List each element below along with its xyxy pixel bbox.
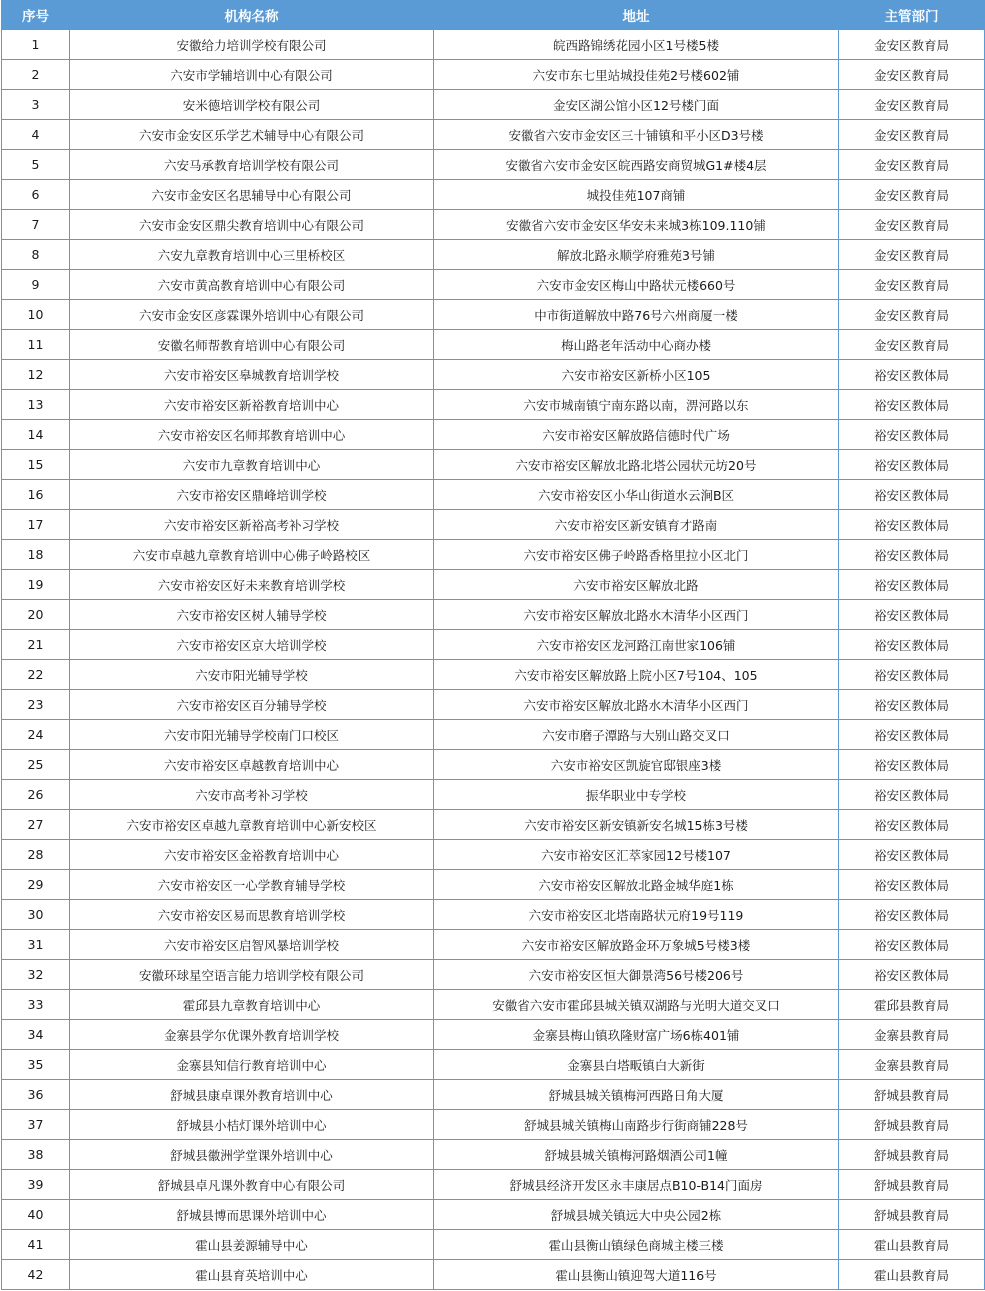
- address-cell: 六安市裕安区佛子岭路香格里拉小区北门: [434, 540, 839, 570]
- table-row: [2, 600, 985, 630]
- row-index-cell: 41: [2, 1230, 70, 1260]
- table-row: [2, 360, 985, 390]
- institution-name-cell: 六安市裕安区百分辅导学校: [70, 690, 434, 720]
- institution-name-cell: 舒城县徽洲学堂课外培训中心: [70, 1140, 434, 1170]
- address-cell: 六安市裕安区汇萃家园12号楼107: [434, 840, 839, 870]
- address-cell: 六安市裕安区解放北路: [434, 570, 839, 600]
- row-index-cell: 31: [2, 930, 70, 960]
- table-row: [2, 540, 985, 570]
- department-cell: 裕安区教体局: [839, 420, 985, 450]
- address-cell: 舒城县城关镇梅河路烟酒公司1幢: [434, 1140, 839, 1170]
- address-cell: 安徽省六安市金安区三十铺镇和平小区D3号楼: [434, 120, 839, 150]
- department-cell: 裕安区教体局: [839, 600, 985, 630]
- department-cell: 金安区教育局: [839, 120, 985, 150]
- institution-name-cell: 舒城县博而思课外培训中心: [70, 1200, 434, 1230]
- row-index-cell: 32: [2, 960, 70, 990]
- table-row: [2, 1230, 985, 1260]
- department-cell: 金安区教育局: [839, 240, 985, 270]
- institution-name-cell: 六安市裕安区启智风暴培训学校: [70, 930, 434, 960]
- table-row: [2, 930, 985, 960]
- table-row: [2, 720, 985, 750]
- institution-name-cell: 安徽名师帮教育培训中心有限公司: [70, 330, 434, 360]
- row-index-cell: 2: [2, 60, 70, 90]
- department-cell: 裕安区教体局: [839, 900, 985, 930]
- table-row: [2, 240, 985, 270]
- department-cell: 金安区教育局: [839, 30, 985, 60]
- institution-name-cell: 六安市阳光辅导学校: [70, 660, 434, 690]
- department-cell: 裕安区教体局: [839, 870, 985, 900]
- row-index-cell: 23: [2, 690, 70, 720]
- institution-name-cell: 六安九章教育培训中心三里桥校区: [70, 240, 434, 270]
- address-cell: 六安市裕安区新桥小区105: [434, 360, 839, 390]
- department-cell: 舒城县教育局: [839, 1200, 985, 1230]
- institution-name-cell: 六安市九章教育培训中心: [70, 450, 434, 480]
- department-cell: 金安区教育局: [839, 330, 985, 360]
- table-row: [2, 1110, 985, 1140]
- row-index-cell: 33: [2, 990, 70, 1020]
- address-cell: 安徽省六安市金安区华安未来城3栋109.110铺: [434, 210, 839, 240]
- institution-name-cell: 六安市裕安区鼎峰培训学校: [70, 480, 434, 510]
- institution-name-cell: 金寨县学尔优课外教育培训学校: [70, 1020, 434, 1050]
- address-cell: 六安市裕安区新安镇育才路南: [434, 510, 839, 540]
- table-row: [2, 1020, 985, 1050]
- table-row: [2, 630, 985, 660]
- table-row: [2, 900, 985, 930]
- department-cell: 裕安区教体局: [839, 570, 985, 600]
- table-row: [2, 60, 985, 90]
- department-cell: 金寨县教育局: [839, 1020, 985, 1050]
- department-cell: 金寨县教育局: [839, 1050, 985, 1080]
- row-index-cell: 1: [2, 30, 70, 60]
- table-row: [2, 390, 985, 420]
- department-cell: 裕安区教体局: [839, 480, 985, 510]
- institution-name-cell: 霍山县育英培训中心: [70, 1260, 434, 1290]
- table-row: [2, 840, 985, 870]
- department-cell: 裕安区教体局: [839, 930, 985, 960]
- row-index-cell: 18: [2, 540, 70, 570]
- row-index-cell: 5: [2, 150, 70, 180]
- header-row: [2, 1, 985, 30]
- address-cell: 六安市裕安区解放北路水木清华小区西门: [434, 600, 839, 630]
- row-index-cell: 30: [2, 900, 70, 930]
- institution-name-cell: 六安市裕安区卓越九章教育培训中心新安校区: [70, 810, 434, 840]
- institution-name-cell: 金寨县知信行教育培训中心: [70, 1050, 434, 1080]
- address-cell: 安徽省六安市霍邱县城关镇双湖路与光明大道交叉口: [434, 990, 839, 1020]
- address-cell: 振华职业中专学校: [434, 780, 839, 810]
- row-index-cell: 6: [2, 180, 70, 210]
- address-cell: 舒城县经济开发区永丰康居点B10-B14门面房: [434, 1170, 839, 1200]
- department-cell: 裕安区教体局: [839, 510, 985, 540]
- institution-name-cell: 霍山县姜源辅导中心: [70, 1230, 434, 1260]
- institution-name-cell: 六安市金安区乐学艺术辅导中心有限公司: [70, 120, 434, 150]
- row-index-cell: 17: [2, 510, 70, 540]
- address-cell: 六安市裕安区解放北路金城华庭1栋: [434, 870, 839, 900]
- address-cell: 舒城县城关镇远大中央公园2栋: [434, 1200, 839, 1230]
- row-index-cell: 21: [2, 630, 70, 660]
- table-row: [2, 1140, 985, 1170]
- address-cell: 六安市裕安区小华山街道水云涧B区: [434, 480, 839, 510]
- row-index-cell: 40: [2, 1200, 70, 1230]
- row-index-cell: 25: [2, 750, 70, 780]
- institution-name-cell: 六安马承教育培训学校有限公司: [70, 150, 434, 180]
- header-address: 地址: [434, 1, 839, 30]
- institution-name-cell: 六安市裕安区京大培训学校: [70, 630, 434, 660]
- department-cell: 金安区教育局: [839, 300, 985, 330]
- address-cell: 六安市磨子潭路与大别山路交叉口: [434, 720, 839, 750]
- department-cell: 舒城县教育局: [839, 1170, 985, 1200]
- row-index-cell: 12: [2, 360, 70, 390]
- department-cell: 金安区教育局: [839, 60, 985, 90]
- department-cell: 裕安区教体局: [839, 840, 985, 870]
- row-index-cell: 4: [2, 120, 70, 150]
- address-cell: 城投佳苑107商铺: [434, 180, 839, 210]
- row-index-cell: 34: [2, 1020, 70, 1050]
- institution-table: [1, 0, 985, 1290]
- address-cell: 梅山路老年活动中心商办楼: [434, 330, 839, 360]
- row-index-cell: 15: [2, 450, 70, 480]
- institution-name-cell: 安米德培训学校有限公司: [70, 90, 434, 120]
- department-cell: 裕安区教体局: [839, 540, 985, 570]
- table-row: [2, 780, 985, 810]
- department-cell: 裕安区教体局: [839, 720, 985, 750]
- table-row: [2, 510, 985, 540]
- department-cell: 金安区教育局: [839, 180, 985, 210]
- row-index-cell: 29: [2, 870, 70, 900]
- header-index: 序号: [2, 1, 70, 30]
- table-row: [2, 570, 985, 600]
- row-index-cell: 8: [2, 240, 70, 270]
- table-row: [2, 420, 985, 450]
- table-row: [2, 1200, 985, 1230]
- department-cell: 裕安区教体局: [839, 450, 985, 480]
- row-index-cell: 38: [2, 1140, 70, 1170]
- row-index-cell: 20: [2, 600, 70, 630]
- table-row: [2, 30, 985, 60]
- address-cell: 六安市东七里站城投佳苑2号楼602铺: [434, 60, 839, 90]
- address-cell: 金寨县梅山镇玖隆财富广场6栋401铺: [434, 1020, 839, 1050]
- institution-name-cell: 六安市高考补习学校: [70, 780, 434, 810]
- table-row: [2, 960, 985, 990]
- department-cell: 金安区教育局: [839, 270, 985, 300]
- table-row: [2, 810, 985, 840]
- institution-name-cell: 六安市金安区名思辅导中心有限公司: [70, 180, 434, 210]
- row-index-cell: 27: [2, 810, 70, 840]
- table-row: [2, 870, 985, 900]
- department-cell: 舒城县教育局: [839, 1110, 985, 1140]
- department-cell: 金安区教育局: [839, 210, 985, 240]
- department-cell: 舒城县教育局: [839, 1140, 985, 1170]
- address-cell: 金寨县白塔畈镇白大新街: [434, 1050, 839, 1080]
- address-cell: 六安市裕安区北塔南路状元府19号119: [434, 900, 839, 930]
- institution-name-cell: 六安市裕安区新裕教育培训中心: [70, 390, 434, 420]
- institution-name-cell: 安徽给力培训学校有限公司: [70, 30, 434, 60]
- row-index-cell: 35: [2, 1050, 70, 1080]
- address-cell: 六安市裕安区解放北路北塔公园状元坊20号: [434, 450, 839, 480]
- address-cell: 皖西路锦绣花园小区1号楼5楼: [434, 30, 839, 60]
- department-cell: 霍山县教育局: [839, 1230, 985, 1260]
- address-cell: 六安市裕安区龙河路江南世家106铺: [434, 630, 839, 660]
- institution-name-cell: 六安市卓越九章教育培训中心佛子岭路校区: [70, 540, 434, 570]
- institution-name-cell: 六安市黄高教育培训中心有限公司: [70, 270, 434, 300]
- institution-name-cell: 六安市裕安区皋城教育培训学校: [70, 360, 434, 390]
- row-index-cell: 16: [2, 480, 70, 510]
- address-cell: 六安市金安区梅山中路状元楼660号: [434, 270, 839, 300]
- row-index-cell: 10: [2, 300, 70, 330]
- address-cell: 六安市裕安区凯旋官邸银座3楼: [434, 750, 839, 780]
- address-cell: 中市街道解放中路76号六州商厦一楼: [434, 300, 839, 330]
- department-cell: 裕安区教体局: [839, 360, 985, 390]
- institution-name-cell: 六安市学辅培训中心有限公司: [70, 60, 434, 90]
- institution-name-cell: 舒城县卓凡课外教育中心有限公司: [70, 1170, 434, 1200]
- row-index-cell: 24: [2, 720, 70, 750]
- row-index-cell: 19: [2, 570, 70, 600]
- address-cell: 安徽省六安市金安区皖西路安商贸城G1#楼4层: [434, 150, 839, 180]
- address-cell: 六安市裕安区恒大御景湾56号楼206号: [434, 960, 839, 990]
- table-row: [2, 1050, 985, 1080]
- department-cell: 裕安区教体局: [839, 630, 985, 660]
- institution-name-cell: 六安市金安区鼎尖教育培训中心有限公司: [70, 210, 434, 240]
- institution-name-cell: 六安市金安区彦霖课外培训中心有限公司: [70, 300, 434, 330]
- row-index-cell: 7: [2, 210, 70, 240]
- row-index-cell: 26: [2, 780, 70, 810]
- row-index-cell: 36: [2, 1080, 70, 1110]
- address-cell: 六安市裕安区新安镇新安名城15栋3号楼: [434, 810, 839, 840]
- institution-name-cell: 六安市裕安区金裕教育培训中心: [70, 840, 434, 870]
- institution-name-cell: 舒城县小桔灯课外培训中心: [70, 1110, 434, 1140]
- table-row: [2, 990, 985, 1020]
- table-row: [2, 270, 985, 300]
- table-header: [2, 1, 985, 30]
- row-index-cell: 9: [2, 270, 70, 300]
- header-department: 主管部门: [839, 1, 985, 30]
- department-cell: 裕安区教体局: [839, 960, 985, 990]
- address-cell: 六安市城南镇宁南东路以南，淠河路以东: [434, 390, 839, 420]
- table-row: [2, 90, 985, 120]
- institution-name-cell: 舒城县康卓课外教育培训中心: [70, 1080, 434, 1110]
- institution-name-cell: 六安市裕安区好未来教育培训学校: [70, 570, 434, 600]
- institution-name-cell: 六安市裕安区卓越教育培训中心: [70, 750, 434, 780]
- institution-name-cell: 六安市裕安区名师邦教育培训中心: [70, 420, 434, 450]
- table-row: [2, 690, 985, 720]
- institution-name-cell: 安徽环球星空语言能力培训学校有限公司: [70, 960, 434, 990]
- institution-name-cell: 六安市裕安区一心学教育辅导学校: [70, 870, 434, 900]
- table-row: [2, 480, 985, 510]
- table-row: [2, 120, 985, 150]
- address-cell: 六安市裕安区解放北路水木清华小区西门: [434, 690, 839, 720]
- table-row: [2, 300, 985, 330]
- table-row: [2, 210, 985, 240]
- department-cell: 裕安区教体局: [839, 660, 985, 690]
- institution-name-cell: 六安市裕安区新裕高考补习学校: [70, 510, 434, 540]
- institution-name-cell: 六安市裕安区易而思教育培训学校: [70, 900, 434, 930]
- table-row: [2, 330, 985, 360]
- table-row: [2, 150, 985, 180]
- row-index-cell: 22: [2, 660, 70, 690]
- department-cell: 金安区教育局: [839, 90, 985, 120]
- table-row: [2, 180, 985, 210]
- table-body: [2, 30, 985, 1290]
- address-cell: 解放北路永顺学府雅苑3号铺: [434, 240, 839, 270]
- row-index-cell: 11: [2, 330, 70, 360]
- table-row: [2, 450, 985, 480]
- table-row: [2, 750, 985, 780]
- address-cell: 六安市裕安区解放路信德时代广场: [434, 420, 839, 450]
- department-cell: 裕安区教体局: [839, 780, 985, 810]
- department-cell: 舒城县教育局: [839, 1080, 985, 1110]
- table-row: [2, 1170, 985, 1200]
- department-cell: 金安区教育局: [839, 150, 985, 180]
- department-cell: 裕安区教体局: [839, 810, 985, 840]
- address-cell: 舒城县城关镇梅河西路日角大厦: [434, 1080, 839, 1110]
- institution-name-cell: 六安市裕安区树人辅导学校: [70, 600, 434, 630]
- table-row: [2, 1080, 985, 1110]
- department-cell: 裕安区教体局: [839, 390, 985, 420]
- row-index-cell: 42: [2, 1260, 70, 1290]
- row-index-cell: 3: [2, 90, 70, 120]
- header-institution-name: 机构名称: [70, 1, 434, 30]
- address-cell: 霍山县衡山镇迎驾大道116号: [434, 1260, 839, 1290]
- row-index-cell: 39: [2, 1170, 70, 1200]
- row-index-cell: 37: [2, 1110, 70, 1140]
- institution-name-cell: 霍邱县九章教育培训中心: [70, 990, 434, 1020]
- department-cell: 霍山县教育局: [839, 1260, 985, 1290]
- department-cell: 裕安区教体局: [839, 750, 985, 780]
- table-row: [2, 1260, 985, 1290]
- address-cell: 六安市裕安区解放路金环万象城5号楼3楼: [434, 930, 839, 960]
- row-index-cell: 14: [2, 420, 70, 450]
- address-cell: 舒城县城关镇梅山南路步行街商铺228号: [434, 1110, 839, 1140]
- department-cell: 裕安区教体局: [839, 690, 985, 720]
- address-cell: 六安市裕安区解放路上院小区7号104、105: [434, 660, 839, 690]
- row-index-cell: 13: [2, 390, 70, 420]
- address-cell: 霍山县衡山镇绿色商城主楼三楼: [434, 1230, 839, 1260]
- table-row: [2, 660, 985, 690]
- institution-name-cell: 六安市阳光辅导学校南门口校区: [70, 720, 434, 750]
- department-cell: 霍邱县教育局: [839, 990, 985, 1020]
- row-index-cell: 28: [2, 840, 70, 870]
- address-cell: 金安区湖公馆小区12号楼门面: [434, 90, 839, 120]
